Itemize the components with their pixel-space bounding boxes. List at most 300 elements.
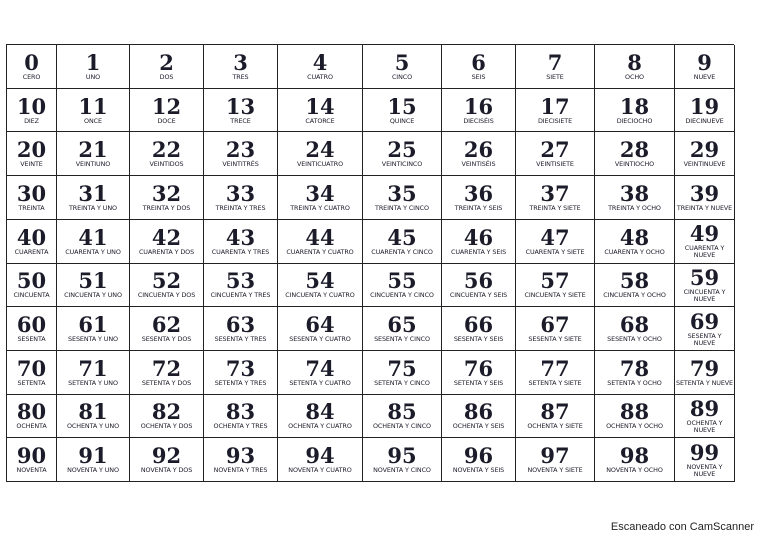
number-word: CUARENTA Y DOS [138,247,195,256]
number-word: SETENTA Y OCHO [607,378,662,387]
table-cell [278,438,363,482]
number-word: CINCUENTA Y CUATRO [285,291,355,300]
number-word: VEINTISÉIS [461,160,496,169]
number-digit: 12 [151,93,182,119]
number-word: CUATRO [307,72,333,81]
number-digit: 66 [463,312,494,338]
table-cell [7,45,57,89]
number-digit: 8 [627,49,642,75]
number-digit: 98 [619,443,650,469]
number-word: SEIS [471,72,486,81]
number-digit: 75 [387,355,417,381]
table-cell [204,351,278,395]
table-cell [442,176,516,220]
number-word: OCHENTA Y CINCO [373,422,431,431]
number-word: VEINTE [20,160,43,169]
number-digit: 30 [16,180,47,206]
number-word: NOVENTA Y CINCO [373,466,431,475]
number-word: NUEVE [693,72,716,81]
number-word: NOVENTA Y DOS [140,466,193,475]
number-digit: 67 [540,312,570,338]
table-cell [442,132,516,176]
table-cell [130,220,204,264]
number-digit: 81 [78,399,108,425]
table-cell [57,351,130,395]
number-digit: 85 [387,399,417,425]
table-cell [442,395,516,439]
number-digit: 15 [387,93,417,119]
table-cell [516,264,595,308]
table-cell [278,395,363,439]
number-digit: 93 [225,443,256,469]
number-word: CINCUENTA Y UNO [64,291,122,300]
number-word: CINCUENTA Y DOS [137,291,196,300]
table-cell [442,264,516,308]
number-word: TRECE [230,116,251,125]
number-digit: 23 [225,137,256,163]
table-cell [516,351,595,395]
table-cell [278,351,363,395]
number-digit: 78 [619,355,650,381]
table-cell [130,89,204,133]
number-digit: 56 [463,268,494,294]
table-cell [595,351,675,395]
number-word: DIECISIETE [537,116,573,125]
table-cell [57,45,130,89]
table-cell [363,132,442,176]
number-word: NOVENTA Y CUATRO [288,466,352,475]
number-word: SESENTA Y OCHO [607,335,662,344]
number-chart-sheet [6,44,734,482]
number-digit: 99 [689,439,720,465]
table-cell [57,220,130,264]
table-cell [7,395,57,439]
table-cell [57,395,130,439]
number-word: SESENTA Y CUATRO [289,335,351,344]
number-digit: 41 [78,224,108,250]
number-word: CINCO [391,72,413,81]
table-cell [516,395,595,439]
number-digit: 40 [16,224,47,250]
number-digit: 53 [225,268,256,294]
number-digit: 72 [151,355,182,381]
table-cell [57,438,130,482]
table-cell [442,307,516,351]
number-word: SESENTA Y TRES [214,335,267,344]
number-digit: 19 [689,93,720,119]
table-cell [516,132,595,176]
table-cell [130,264,204,308]
number-digit: 77 [540,355,570,381]
number-digit: 76 [463,355,494,381]
number-digit: 24 [305,137,335,163]
scan-watermark: Escaneado con CamScanner [610,521,754,533]
number-digit: 46 [463,224,494,250]
number-digit: 27 [540,137,570,163]
table-cell [595,307,675,351]
number-word: QUINCE [389,116,415,125]
table-cell [675,438,735,482]
number-word: VEINTICINCO [381,160,423,169]
number-digit: 57 [540,268,570,294]
table-cell [7,307,57,351]
number-digit: 29 [689,137,720,163]
table-cell [278,220,363,264]
number-word: OCHENTA Y OCHO [606,422,663,431]
number-digit: 60 [16,312,47,338]
number-word: CUARENTA Y SIETE [525,247,585,256]
number-word: VEINTIOCHO [614,160,655,169]
number-digit: 79 [689,355,720,381]
table-cell [204,220,278,264]
number-word: CUARENTA Y CUATRO [286,247,354,256]
table-cell [57,132,130,176]
number-word: SESENTA Y NUEVE [687,331,722,347]
table-cell [363,176,442,220]
number-digit: 20 [16,137,47,163]
table-cell [442,89,516,133]
number-word: SESENTA Y SIETE [528,335,582,344]
number-word: OCHENTA Y UNO [66,422,120,431]
number-digit: 22 [151,137,182,163]
table-cell [57,176,130,220]
number-word: CUARENTA Y UNO [65,247,121,256]
table-cell [675,176,735,220]
number-word: DIECIOCHO [616,116,653,125]
number-word: CUARENTA Y CINCO [371,247,433,256]
table-cell [516,220,595,264]
table-cell [7,264,57,308]
table-cell [516,45,595,89]
number-digit: 58 [619,268,650,294]
number-digit: 65 [387,312,417,338]
number-word: CATORCE [305,116,335,125]
number-digit: 64 [305,312,335,338]
number-word: TREINTA Y TRES [215,203,266,212]
number-word: DOCE [157,116,176,125]
number-word: SIETE [546,72,564,81]
table-cell [204,264,278,308]
number-word: CUARENTA [14,247,49,256]
table-cell [130,351,204,395]
table-cell [595,220,675,264]
table-cell [204,395,278,439]
table-cell [363,438,442,482]
table-cell [204,89,278,133]
number-word: CINCUENTA Y SIETE [524,291,586,300]
number-digit: 13 [225,93,256,119]
table-cell [675,132,735,176]
number-word: SETENTA Y TRES [214,378,267,387]
number-word: CINCUENTA Y TRES [210,291,271,300]
number-word: SETENTA [17,378,46,387]
number-digit: 83 [225,399,256,425]
number-digit: 82 [151,399,182,425]
number-digit: 80 [16,399,47,425]
table-cell [278,89,363,133]
number-word: DOS [159,72,174,81]
table-cell [595,264,675,308]
table-cell [675,45,735,89]
table-cell [442,220,516,264]
numbers-table [6,44,734,482]
number-word: OCHENTA Y TRES [213,422,268,431]
number-digit: 97 [540,443,570,469]
number-word: OCHENTA Y NUEVE [686,418,723,434]
number-word: TREINTA Y SEIS [454,203,503,212]
number-digit: 96 [463,443,494,469]
number-word: ONCE [84,116,102,125]
number-digit: 87 [540,399,570,425]
number-digit: 6 [471,49,486,75]
number-digit: 50 [16,268,47,294]
number-word: CUARENTA Y OCHO [604,247,665,256]
number-digit: 9 [697,49,712,75]
table-cell [204,438,278,482]
number-digit: 21 [78,137,108,163]
table-cell [363,220,442,264]
number-digit: 37 [540,180,570,206]
number-word: CERO [22,72,41,81]
number-word: UNO [85,72,101,81]
number-digit: 86 [463,399,494,425]
table-cell [675,89,735,133]
number-word: CUARENTA Y NUEVE [684,244,725,260]
number-digit: 44 [305,224,335,250]
number-word: NOVENTA Y SEIS [452,466,505,475]
table-cell [442,351,516,395]
number-word: CINCUENTA Y OCHO [603,291,666,300]
table-cell [204,307,278,351]
table-cell [516,89,595,133]
table-cell [595,176,675,220]
number-digit: 73 [225,355,256,381]
number-digit: 88 [619,399,650,425]
number-word: VEINTISIETE [536,160,574,169]
table-cell [130,132,204,176]
number-digit: 43 [225,224,256,250]
number-digit: 2 [159,49,174,75]
number-digit: 11 [78,93,108,119]
number-word: SETENTA Y DOS [141,378,192,387]
number-word: OCHENTA Y SEIS [452,422,505,431]
number-digit: 49 [689,221,720,247]
table-cell [130,438,204,482]
table-cell [595,132,675,176]
number-word: SESENTA Y CINCO [374,335,430,344]
table-cell [363,307,442,351]
table-cell [363,45,442,89]
table-cell [130,395,204,439]
number-word: TREINTA Y CUATRO [290,203,350,212]
number-digit: 18 [619,93,650,119]
number-digit: 95 [387,443,417,469]
table-cell [675,395,735,439]
table-cell [7,132,57,176]
number-word: TREINTA Y DOS [142,203,191,212]
number-word: SETENTA Y NUEVE [676,378,733,387]
number-word: VEINTICUATRO [296,160,344,169]
number-word: OCHENTA Y SIETE [527,422,583,431]
table-cell [130,176,204,220]
table-cell [7,438,57,482]
number-digit: 89 [689,395,720,421]
number-digit: 26 [463,137,494,163]
table-cell [7,176,57,220]
number-digit: 39 [689,180,720,206]
table-cell [57,264,130,308]
table-cell [7,89,57,133]
number-word: CUARENTA Y TRES [211,247,270,256]
number-digit: 4 [312,49,328,75]
table-cell [675,264,735,308]
number-digit: 47 [540,224,570,250]
number-word: SESENTA Y UNO [68,335,118,344]
table-cell [57,307,130,351]
number-word: DIECINUEVE [685,116,724,125]
number-digit: 42 [151,224,182,250]
number-word: NOVENTA Y TRES [213,466,268,475]
number-digit: 61 [78,312,108,338]
number-word: VEINTINUEVE [683,160,726,169]
table-cell [595,45,675,89]
number-word: CUARENTA Y SEIS [450,247,507,256]
number-digit: 25 [387,137,417,163]
number-word: VEINTITRÉS [222,160,259,169]
number-word: DIEZ [24,116,39,125]
number-word: SESENTA [17,335,46,344]
number-word: NOVENTA Y UNO [67,466,119,475]
number-word: TREINTA Y CINCO [375,203,429,212]
table-cell [7,351,57,395]
table-cell [675,351,735,395]
table-cell [363,351,442,395]
number-word: TRES [232,72,249,81]
number-digit: 5 [394,49,410,75]
table-cell [204,176,278,220]
number-word: CINCUENTA [13,291,50,300]
number-digit: 74 [305,355,335,381]
number-digit: 0 [24,49,39,75]
table-cell [595,89,675,133]
number-digit: 92 [151,443,182,469]
number-digit: 36 [463,180,494,206]
table-cell [363,89,442,133]
number-digit: 3 [233,49,248,75]
table-cell [675,220,735,264]
number-digit: 45 [387,224,417,250]
number-digit: 17 [540,93,570,119]
table-cell [278,176,363,220]
number-word: SESENTA Y SEIS [453,335,504,344]
number-word: CINCUENTA Y CINCO [370,291,434,300]
number-word: SETENTA Y CUATRO [289,378,351,387]
number-digit: 59 [689,264,720,290]
number-digit: 31 [78,180,108,206]
number-word: NOVENTA Y SIETE [527,466,583,475]
number-digit: 48 [619,224,650,250]
number-word: NOVENTA Y OCHO [606,466,663,475]
number-digit: 7 [547,49,563,75]
table-cell [675,307,735,351]
number-word: SETENTA Y CINCO [374,378,430,387]
table-cell [130,45,204,89]
number-digit: 68 [619,312,650,338]
number-digit: 54 [305,268,335,294]
table-cell [278,132,363,176]
table-cell [7,220,57,264]
number-word: NOVENTA [16,466,47,475]
number-word: TREINTA Y SIETE [529,203,581,212]
number-digit: 1 [85,49,101,75]
number-digit: 10 [16,93,47,119]
number-digit: 32 [151,180,182,206]
number-digit: 94 [305,443,335,469]
table-cell [516,176,595,220]
number-word: TREINTA Y OCHO [608,203,661,212]
number-digit: 70 [16,355,47,381]
table-cell [442,438,516,482]
number-digit: 38 [619,180,650,206]
number-word: SETENTA Y SEIS [453,378,504,387]
number-word: SETENTA Y SIETE [528,378,582,387]
number-digit: 62 [151,312,182,338]
number-digit: 84 [305,399,335,425]
number-word: DIECISÉIS [463,116,494,125]
number-word: OCHO [625,72,644,81]
number-digit: 35 [387,180,417,206]
number-digit: 69 [689,308,720,334]
table-cell [595,395,675,439]
table-cell [363,264,442,308]
number-digit: 34 [305,180,335,206]
number-word: OCHENTA Y CUATRO [288,422,352,431]
table-cell [278,264,363,308]
number-word: TREINTA [18,203,45,212]
number-word: CINCUENTA Y NUEVE [683,287,726,303]
table-cell [516,438,595,482]
number-digit: 63 [225,312,256,338]
number-word: VEINTIUNO [75,160,111,169]
number-digit: 33 [225,180,256,206]
table-cell [204,45,278,89]
table-cell [57,89,130,133]
number-word: VEINTIDOS [149,160,184,169]
number-word: SESENTA Y DOS [141,335,192,344]
table-cell [516,307,595,351]
number-digit: 16 [463,93,494,119]
number-digit: 28 [619,137,650,163]
number-digit: 14 [305,93,335,119]
number-digit: 71 [78,355,108,381]
number-word: TREINTA Y UNO [69,203,117,212]
number-digit: 55 [387,268,417,294]
number-digit: 51 [78,268,108,294]
number-word: NOVENTA Y NUEVE [686,462,723,478]
number-digit: 90 [16,443,47,469]
table-cell [363,395,442,439]
number-word: OCHENTA Y DOS [140,422,193,431]
number-digit: 91 [78,443,108,469]
number-word: SETENTA Y UNO [68,378,118,387]
number-word: OCHENTA [16,422,47,431]
table-cell [442,45,516,89]
table-cell [278,45,363,89]
number-word: CINCUENTA Y SEIS [449,291,508,300]
table-cell [130,307,204,351]
table-cell [278,307,363,351]
table-cell [204,132,278,176]
